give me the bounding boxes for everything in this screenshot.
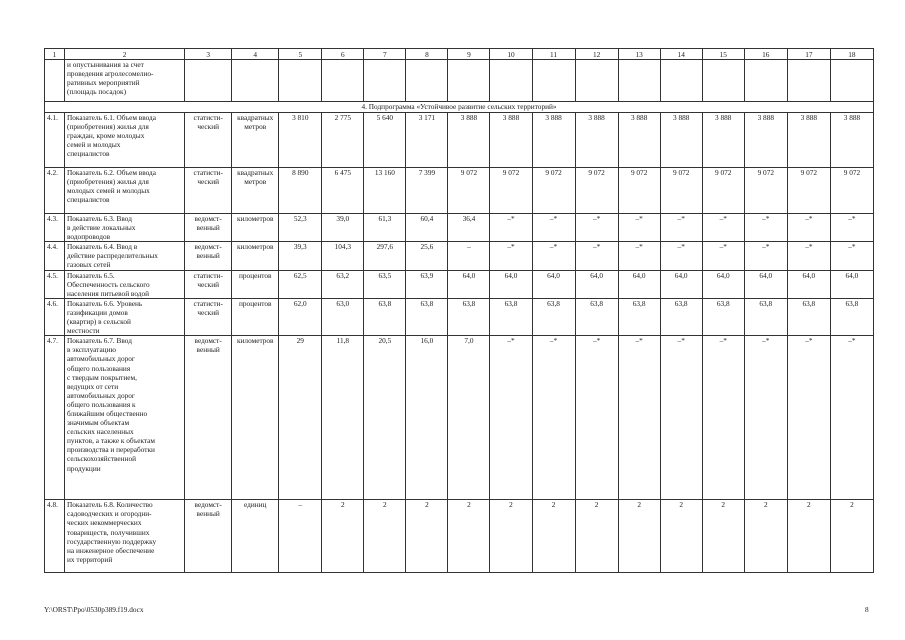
value-cell: 9 072: [830, 168, 873, 214]
value-cell: 20,5: [364, 336, 406, 500]
value-cell: –*: [660, 214, 702, 242]
indicator-name: Показатель 6.6. Уровень газификации домов (квартир) в сельской местности: [65, 298, 185, 335]
column-number-header: 8: [406, 49, 448, 60]
value-cell: 9 072: [575, 168, 618, 214]
value-cell: 2: [322, 500, 364, 573]
data-source: ведомст- венный: [185, 214, 232, 242]
value-cell: 2: [702, 500, 744, 573]
value-cell: 3 888: [660, 113, 702, 168]
column-number-header: 6: [322, 49, 364, 60]
value-cell: 3 888: [830, 113, 873, 168]
column-number-header: 2: [65, 49, 185, 60]
table-row: [45, 242, 874, 270]
value-cell: 13 160: [364, 168, 406, 214]
empty-cell: [45, 60, 65, 102]
empty-cell: [490, 60, 532, 102]
empty-cell: [660, 60, 702, 102]
value-cell: 104,3: [322, 242, 364, 270]
value-cell: 36,4: [448, 214, 490, 242]
value-cell: 9 072: [490, 168, 532, 214]
value-cell: 16,0: [406, 336, 448, 500]
value-cell: –*: [744, 214, 787, 242]
unit-of-measure: единиц: [232, 500, 279, 573]
unit-of-measure: километров: [232, 242, 279, 270]
value-cell: 3 888: [448, 113, 490, 168]
table-row: [45, 113, 874, 168]
value-cell: –*: [618, 214, 660, 242]
value-cell: 62,5: [279, 270, 322, 298]
column-number-header: 7: [364, 49, 406, 60]
value-cell: –: [279, 500, 322, 573]
column-number-header: 14: [660, 49, 702, 60]
value-cell: 63,9: [406, 270, 448, 298]
unit-of-measure: квадратных метров: [232, 168, 279, 214]
value-cell: 25,6: [406, 242, 448, 270]
empty-cell: [279, 60, 322, 102]
empty-cell: [744, 60, 787, 102]
value-cell: 63,8: [660, 298, 702, 335]
value-cell: 52,3: [279, 214, 322, 242]
column-number-header: 1: [45, 49, 65, 60]
value-cell: 63,8: [364, 298, 406, 335]
unit-of-measure: квадратных метров: [232, 113, 279, 168]
value-cell: 9 072: [618, 168, 660, 214]
value-cell: 9 072: [702, 168, 744, 214]
column-number-header: 16: [744, 49, 787, 60]
empty-cell: [364, 60, 406, 102]
data-source: статисти- ческий: [185, 298, 232, 335]
value-cell: 9 072: [660, 168, 702, 214]
empty-cell: [448, 60, 490, 102]
value-cell: –*: [575, 214, 618, 242]
value-cell: 64,0: [787, 270, 830, 298]
value-cell: 63,8: [702, 298, 744, 335]
value-cell: 9 072: [448, 168, 490, 214]
indicator-name: Показатель 6.5. Обеспеченность сельского населения питьевой водой: [65, 270, 185, 298]
column-number-header: 3: [185, 49, 232, 60]
page-number: 8: [865, 605, 869, 614]
footer-file-path: Y:\ORST\Ppo\0530p389.f19.docx: [44, 605, 144, 614]
column-number-header: 11: [532, 49, 575, 60]
value-cell: –*: [660, 336, 702, 500]
value-cell: –*: [575, 336, 618, 500]
value-cell: 64,0: [575, 270, 618, 298]
indicators-table: [44, 48, 874, 573]
value-cell: 2: [406, 500, 448, 573]
value-cell: 9 072: [532, 168, 575, 214]
indicator-name: Показатель 6.4. Ввод в действие распределительных газовых сетей: [65, 242, 185, 270]
value-cell: 2: [575, 500, 618, 573]
value-cell: 61,3: [364, 214, 406, 242]
value-cell: 63,8: [618, 298, 660, 335]
value-cell: 3 888: [575, 113, 618, 168]
value-cell: 9 072: [787, 168, 830, 214]
column-number-header: 13: [618, 49, 660, 60]
indicator-name: Показатель 6.8. Количество садоводческих и огородни- ческих некоммерческих товариществ, получивших государственную поддержку на инженерное обеспечение их территорий: [65, 500, 185, 573]
value-cell: 3 888: [618, 113, 660, 168]
continuation-row: [45, 60, 874, 102]
table-row: [45, 298, 874, 335]
value-cell: –*: [702, 214, 744, 242]
value-cell: 64,0: [448, 270, 490, 298]
value-cell: –*: [787, 242, 830, 270]
empty-cell: [618, 60, 660, 102]
indicator-name: Показатель 6.3. Ввод в действие локальных водопроводов: [65, 214, 185, 242]
value-cell: 3 888: [787, 113, 830, 168]
value-cell: 2: [364, 500, 406, 573]
value-cell: 63,8: [787, 298, 830, 335]
value-cell: –: [448, 242, 490, 270]
value-cell: –*: [575, 242, 618, 270]
data-source: статисти- ческий: [185, 270, 232, 298]
unit-of-measure: километров: [232, 214, 279, 242]
value-cell: –*: [702, 242, 744, 270]
row-number: 4.1.: [45, 113, 65, 168]
value-cell: –*: [830, 242, 873, 270]
value-cell: 2: [448, 500, 490, 573]
column-number-header: 17: [787, 49, 830, 60]
value-cell: –*: [660, 242, 702, 270]
value-cell: 3 888: [744, 113, 787, 168]
value-cell: 63,8: [406, 298, 448, 335]
row-number: 4.7.: [45, 336, 65, 500]
data-source: ведомст- венный: [185, 336, 232, 500]
value-cell: 64,0: [490, 270, 532, 298]
unit-of-measure: километров: [232, 336, 279, 500]
value-cell: –*: [787, 336, 830, 500]
value-cell: 3 810: [279, 113, 322, 168]
empty-cell: [406, 60, 448, 102]
value-cell: 63,2: [322, 270, 364, 298]
value-cell: 3 888: [532, 113, 575, 168]
data-source: статисти- ческий: [185, 113, 232, 168]
column-number-header: 18: [830, 49, 873, 60]
value-cell: 2 775: [322, 113, 364, 168]
row-number: 4.5.: [45, 270, 65, 298]
column-number-header: 4: [232, 49, 279, 60]
row-number: 4.8.: [45, 500, 65, 573]
value-cell: 7,0: [448, 336, 490, 500]
value-cell: –*: [532, 242, 575, 270]
value-cell: 63,8: [532, 298, 575, 335]
value-cell: 8 890: [279, 168, 322, 214]
value-cell: –*: [618, 242, 660, 270]
empty-cell: [830, 60, 873, 102]
value-cell: 39,0: [322, 214, 364, 242]
table-row: [45, 168, 874, 214]
indicator-name: Показатель 6.7. Ввод в эксплуатацию автомобильных дорог общего пользования с твердым покрытием, ведущих от сети автомобильных дорог общего пользования к ближайшим общественно значимым объектам сельских населенных пунктов, а также к объектам производства и переработки сельскохозяйственной продукции: [65, 336, 185, 500]
data-source: ведомст- венный: [185, 500, 232, 573]
value-cell: –*: [618, 336, 660, 500]
data-source: статисти- ческий: [185, 168, 232, 214]
header-row: [45, 49, 874, 60]
value-cell: 60,4: [406, 214, 448, 242]
table-row: [45, 214, 874, 242]
section-row: [45, 102, 874, 113]
value-cell: 63,0: [322, 298, 364, 335]
value-cell: 2: [532, 500, 575, 573]
empty-cell: [787, 60, 830, 102]
value-cell: 63,8: [830, 298, 873, 335]
column-number-header: 9: [448, 49, 490, 60]
value-cell: 3 888: [490, 113, 532, 168]
value-cell: 2: [787, 500, 830, 573]
empty-cell: [232, 60, 279, 102]
table-row: [45, 500, 874, 573]
empty-cell: [322, 60, 364, 102]
value-cell: 63,5: [364, 270, 406, 298]
value-cell: 64,0: [830, 270, 873, 298]
value-cell: 29: [279, 336, 322, 500]
value-cell: 63,8: [490, 298, 532, 335]
value-cell: 7 399: [406, 168, 448, 214]
value-cell: 63,8: [575, 298, 618, 335]
value-cell: 297,6: [364, 242, 406, 270]
data-source: ведомст- венный: [185, 242, 232, 270]
unit-of-measure: процентов: [232, 270, 279, 298]
column-number-header: 15: [702, 49, 744, 60]
value-cell: 64,0: [660, 270, 702, 298]
section-title: 4. Подпрограмма «Устойчивое развитие сельских территорий»: [45, 102, 874, 113]
value-cell: 39,3: [279, 242, 322, 270]
value-cell: 2: [490, 500, 532, 573]
value-cell: 2: [744, 500, 787, 573]
value-cell: 64,0: [744, 270, 787, 298]
value-cell: –*: [744, 242, 787, 270]
value-cell: 64,0: [618, 270, 660, 298]
empty-cell: [185, 60, 232, 102]
value-cell: –*: [490, 336, 532, 500]
value-cell: –*: [744, 336, 787, 500]
row-number: 4.6.: [45, 298, 65, 335]
value-cell: –*: [787, 214, 830, 242]
value-cell: 5 640: [364, 113, 406, 168]
unit-of-measure: процентов: [232, 298, 279, 335]
indicator-name: Показатель 6.2. Объем ввода (приобретения) жилья для молодых семей и молодых специалистов: [65, 168, 185, 214]
value-cell: –*: [830, 214, 873, 242]
value-cell: 11,8: [322, 336, 364, 500]
empty-cell: [575, 60, 618, 102]
table-row: [45, 336, 874, 500]
value-cell: 3 888: [702, 113, 744, 168]
value-cell: 64,0: [532, 270, 575, 298]
value-cell: 2: [830, 500, 873, 573]
value-cell: –*: [702, 336, 744, 500]
column-number-header: 10: [490, 49, 532, 60]
row-number: 4.3.: [45, 214, 65, 242]
value-cell: –*: [490, 242, 532, 270]
value-cell: 62,0: [279, 298, 322, 335]
empty-cell: [702, 60, 744, 102]
indicator-name: Показатель 6.1. Объем ввода (приобретения) жилья для граждан, кроме молодых семей и молодых специалистов: [65, 113, 185, 168]
value-cell: 6 475: [322, 168, 364, 214]
value-cell: –*: [830, 336, 873, 500]
value-cell: 3 171: [406, 113, 448, 168]
value-cell: 2: [618, 500, 660, 573]
value-cell: 9 072: [744, 168, 787, 214]
value-cell: –*: [532, 336, 575, 500]
value-cell: 63,8: [744, 298, 787, 335]
value-cell: –*: [532, 214, 575, 242]
value-cell: 2: [660, 500, 702, 573]
empty-cell: [532, 60, 575, 102]
table-row: [45, 270, 874, 298]
column-number-header: 5: [279, 49, 322, 60]
row-number: 4.4.: [45, 242, 65, 270]
value-cell: 64,0: [702, 270, 744, 298]
value-cell: 63,8: [448, 298, 490, 335]
row-number: 4.2.: [45, 168, 65, 214]
continuation-text: и опустынивания за счет проведения агролесомелио- ративных мероприятий (площадь посадок): [65, 60, 185, 102]
value-cell: –*: [490, 214, 532, 242]
column-number-header: 12: [575, 49, 618, 60]
